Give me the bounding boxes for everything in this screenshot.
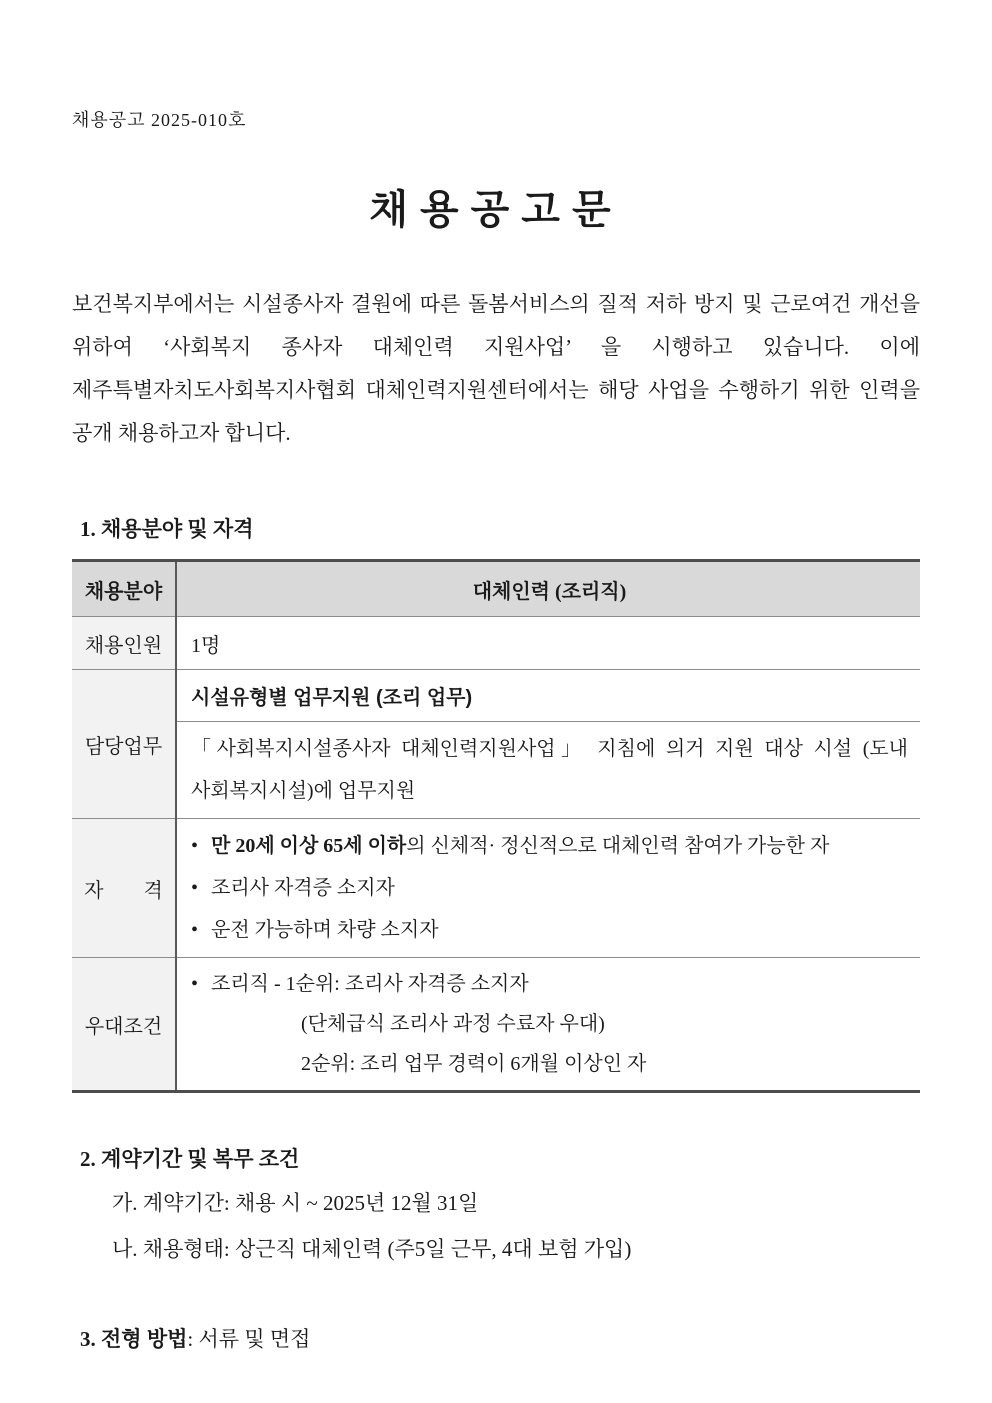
section3	[72, 1323, 920, 1353]
qualification-item-text: 의 신체적· 정신적으로 대체인력 참여가 가능한 자	[406, 835, 830, 857]
table-header-label: 채용분야	[72, 561, 176, 617]
table-row-recruit-count	[72, 617, 920, 670]
section3-heading-bold: 3. 전형 방법	[80, 1327, 188, 1351]
duties-detail: 「사회복지시설종사자 대체인력지원사업」 지침에 의거 지원 대상 시설 (도내 사회복지시설)에 업무지원	[176, 722, 920, 819]
section2	[72, 1143, 920, 1265]
section3-heading	[72, 1323, 920, 1353]
bullet-icon: •	[191, 919, 199, 941]
section2-item-employment-type: 나. 채용형태: 상근직 대체인력 (주5일 근무, 4대 보험 가입)	[112, 1237, 632, 1261]
table-row-qualifications	[72, 819, 920, 958]
recruitment-table	[72, 559, 920, 1093]
preferences-value	[176, 958, 920, 1092]
qualification-item-text: 조리사 자격증 소지자	[211, 877, 395, 899]
preference-line: (단체급식 조리사 과정 수료자 우대)	[301, 1013, 605, 1035]
preferences-label: 우대조건	[72, 958, 176, 1092]
table-header-row	[72, 561, 920, 617]
section3-heading-rest: : 서류 및 면접	[187, 1327, 311, 1351]
qualification-item	[191, 867, 908, 909]
preference-line: 2순위: 조리 업무 경력이 6개월 이상인 자	[301, 1053, 647, 1075]
page-title: 채용공고문	[369, 188, 623, 232]
recruit-count-value: 1명	[176, 617, 920, 670]
table-header-value: 대체인력 (조리직)	[176, 561, 920, 617]
qualifications-label: 자 격	[72, 819, 176, 958]
bullet-icon: •	[191, 877, 199, 899]
qualifications-value	[176, 819, 920, 958]
section1-heading: 1. 채용분야 및 자격	[80, 517, 254, 541]
preference-line-text: 조리직 - 1순위: 조리사 자격증 소지자	[211, 973, 529, 995]
preference-line	[191, 964, 908, 1004]
table-row-preferences	[72, 958, 920, 1092]
qualification-item-bold: 만 20세 이상 65세 이하	[211, 835, 407, 857]
bullet-icon: •	[191, 835, 199, 857]
intro-paragraph: 보건복지부에서는 시설종사자 결원에 따른 돌봄서비스의 질적 저하 방지 및 근로여건 개선을 위하여 ‘사회복지 종사자 대체인력 지원사업’ 을 시행하고 있습니다. 이에 제주특별자치도사회복지사협회 대체인력지원센터에서는 해당 사업을 수행하기 위한 인력을 공개 채용하고자 합니다.	[72, 292, 920, 445]
duties-label: 담당업무	[72, 670, 176, 819]
qualification-item	[191, 825, 908, 867]
recruit-count-label: 채용인원	[72, 617, 176, 670]
table-row-duties-summary	[72, 670, 920, 722]
qualification-item	[191, 909, 908, 951]
duties-summary: 시설유형별 업무지원 (조리 업무)	[176, 670, 920, 722]
table-row-duties-detail	[72, 722, 920, 819]
section2-item-contract-period: 가. 계약기간: 채용 시 ~ 2025년 12월 31일	[112, 1191, 479, 1215]
doc-number: 채용공고 2025-010호	[72, 110, 247, 130]
section2-heading: 2. 계약기간 및 복무 조건	[80, 1147, 300, 1171]
qualification-item-text: 운전 가능하며 차량 소지자	[211, 919, 439, 941]
bullet-icon: •	[191, 973, 199, 995]
